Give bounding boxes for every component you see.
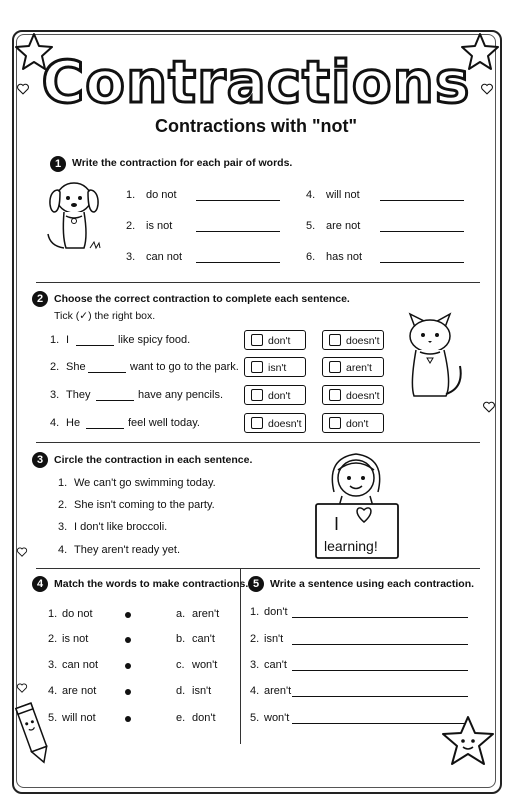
item-number: 5. xyxy=(250,712,260,724)
option-label: aren't xyxy=(346,362,372,374)
section-2-tick-instruction: Tick (✓) the right box. xyxy=(54,310,156,322)
page-title: Contractions xyxy=(41,48,471,116)
word-pair: can not xyxy=(146,251,183,263)
smiling-star-icon xyxy=(440,714,496,770)
word-pair: do not xyxy=(146,189,177,201)
item-number: 1. xyxy=(58,477,68,489)
answer-line[interactable] xyxy=(196,262,280,263)
divider xyxy=(36,568,480,569)
sentence[interactable]: She isn't coming to the party. xyxy=(74,499,215,511)
page-subtitle: Contractions with "not" xyxy=(154,116,358,136)
item-number: 3. xyxy=(126,251,136,263)
item-number: 3. xyxy=(250,659,260,671)
match-word: will not xyxy=(62,712,96,724)
item-number: 1. xyxy=(126,189,136,201)
sentence-end: like spicy food. xyxy=(118,334,191,346)
match-dot[interactable] xyxy=(125,612,131,618)
section-4-number: 4 xyxy=(32,576,48,592)
sentence-end: feel well today. xyxy=(128,417,200,429)
match-dot[interactable] xyxy=(125,716,131,722)
item-letter: e. xyxy=(176,712,186,724)
sentence[interactable]: They aren't ready yet. xyxy=(74,544,181,556)
section-3-number: 3 xyxy=(32,452,48,468)
item-number: 1. xyxy=(48,608,58,620)
item-number: 1. xyxy=(250,606,260,618)
checkbox[interactable] xyxy=(251,417,263,429)
checkbox[interactable] xyxy=(251,361,263,373)
item-letter: c. xyxy=(176,659,185,671)
option-box[interactable] xyxy=(244,385,306,405)
item-number: 2. xyxy=(50,361,60,373)
cat-illustration xyxy=(398,304,468,404)
heart-icon-right-mid xyxy=(482,400,496,414)
match-contraction: can't xyxy=(192,633,215,645)
blank-line[interactable] xyxy=(88,372,126,373)
divider xyxy=(36,442,480,443)
match-contraction: don't xyxy=(192,712,216,724)
item-number: 3. xyxy=(48,659,58,671)
section-5-number: 5 xyxy=(248,576,264,592)
item-number: 5. xyxy=(48,712,58,724)
option-box[interactable] xyxy=(322,385,384,405)
checkbox[interactable] xyxy=(329,334,341,346)
sentence-end: want to go to the park. xyxy=(130,361,239,373)
item-number: 4. xyxy=(48,685,58,697)
answer-line[interactable] xyxy=(196,200,280,201)
sentence-start: I xyxy=(66,334,70,346)
item-number: 2. xyxy=(58,499,68,511)
contraction-label: can't xyxy=(264,659,287,671)
answer-line[interactable] xyxy=(380,200,464,201)
word-pair: is not xyxy=(146,220,173,232)
contraction-label: isn't xyxy=(264,633,284,645)
word-pair: has not xyxy=(326,251,363,263)
option-box[interactable] xyxy=(322,357,384,377)
item-number: 4. xyxy=(306,189,316,201)
match-dot[interactable] xyxy=(125,689,131,695)
item-letter: b. xyxy=(176,633,186,645)
sentence-start: She xyxy=(66,361,86,373)
match-word: can not xyxy=(62,659,99,671)
answer-line[interactable] xyxy=(292,696,468,697)
sentence-start: They xyxy=(66,389,91,401)
divider xyxy=(36,282,480,283)
option-box[interactable] xyxy=(322,413,384,433)
word-pair: will not xyxy=(326,189,360,201)
option-box[interactable] xyxy=(244,357,306,377)
section-1-number: 1 xyxy=(50,156,66,172)
item-number: 6. xyxy=(306,251,316,263)
option-label: don't xyxy=(346,418,369,430)
checkbox[interactable] xyxy=(329,417,341,429)
sign-text-i: I xyxy=(334,514,340,534)
sentence[interactable]: We can't go swimming today. xyxy=(74,477,216,489)
checkbox[interactable] xyxy=(329,389,341,401)
column-divider xyxy=(240,568,241,744)
item-number: 3. xyxy=(50,389,60,401)
sentence-start: He xyxy=(66,417,81,429)
option-box[interactable] xyxy=(322,330,384,350)
item-letter: d. xyxy=(176,685,186,697)
option-box[interactable] xyxy=(244,330,306,350)
answer-line[interactable] xyxy=(380,262,464,263)
section-3-instruction: Circle the contraction in each sentence. xyxy=(54,454,253,466)
match-word: do not xyxy=(62,608,93,620)
checkbox[interactable] xyxy=(251,389,263,401)
answer-line[interactable] xyxy=(196,231,280,232)
heart-icon-left-bottom xyxy=(16,682,28,694)
section-4-instruction: Match the words to make contractions. xyxy=(54,578,249,590)
match-contraction: won't xyxy=(192,659,218,671)
sign-text-learning: learning! xyxy=(324,538,378,554)
item-number: 1. xyxy=(50,334,60,346)
match-contraction: isn't xyxy=(192,685,212,697)
option-label: doesn't xyxy=(346,390,380,402)
item-number: 2. xyxy=(48,633,58,645)
heart-icon-left-lower xyxy=(16,546,28,558)
page-inner-border xyxy=(16,34,496,788)
match-word: are not xyxy=(62,685,97,697)
blank-line[interactable] xyxy=(76,345,114,346)
match-word: is not xyxy=(62,633,89,645)
item-letter: a. xyxy=(176,608,186,620)
option-label: doesn't xyxy=(346,335,380,347)
match-dot[interactable] xyxy=(125,637,131,643)
option-label: doesn't xyxy=(268,418,302,430)
item-number: 3. xyxy=(58,521,68,533)
section-1-instruction: Write the contraction for each pair of words. xyxy=(72,157,293,169)
section-2-instruction: Choose the correct contraction to complete each sentence. xyxy=(54,293,350,305)
item-number: 4. xyxy=(250,685,260,697)
item-number: 4. xyxy=(50,417,60,429)
item-number: 4. xyxy=(58,544,68,556)
match-dot[interactable] xyxy=(125,663,131,669)
blank-line[interactable] xyxy=(96,400,134,401)
option-label: don't xyxy=(268,390,291,402)
answer-line[interactable] xyxy=(292,644,468,645)
item-number: 5. xyxy=(306,220,316,232)
option-box[interactable] xyxy=(244,413,306,433)
contraction-label: aren't xyxy=(264,685,292,697)
sentence-end: have any pencils. xyxy=(138,389,223,401)
contraction-label: won't xyxy=(264,712,290,724)
blank-line[interactable] xyxy=(86,428,124,429)
sentence[interactable]: I don't like broccoli. xyxy=(74,521,168,533)
option-label: isn't xyxy=(268,362,287,374)
answer-line[interactable] xyxy=(380,231,464,232)
checkbox[interactable] xyxy=(251,334,263,346)
checkbox[interactable] xyxy=(329,361,341,373)
contraction-label: don't xyxy=(264,606,288,618)
puppy-illustration xyxy=(40,176,108,256)
answer-line[interactable] xyxy=(292,670,468,671)
word-pair: are not xyxy=(326,220,361,232)
pencil-icon xyxy=(14,700,54,770)
item-number: 2. xyxy=(126,220,136,232)
answer-line[interactable] xyxy=(292,617,468,618)
option-label: don't xyxy=(268,335,291,347)
item-number: 2. xyxy=(250,633,260,645)
match-contraction: aren't xyxy=(192,608,220,620)
section-2-number: 2 xyxy=(32,291,48,307)
section-5-instruction: Write a sentence using each contraction. xyxy=(270,578,475,590)
